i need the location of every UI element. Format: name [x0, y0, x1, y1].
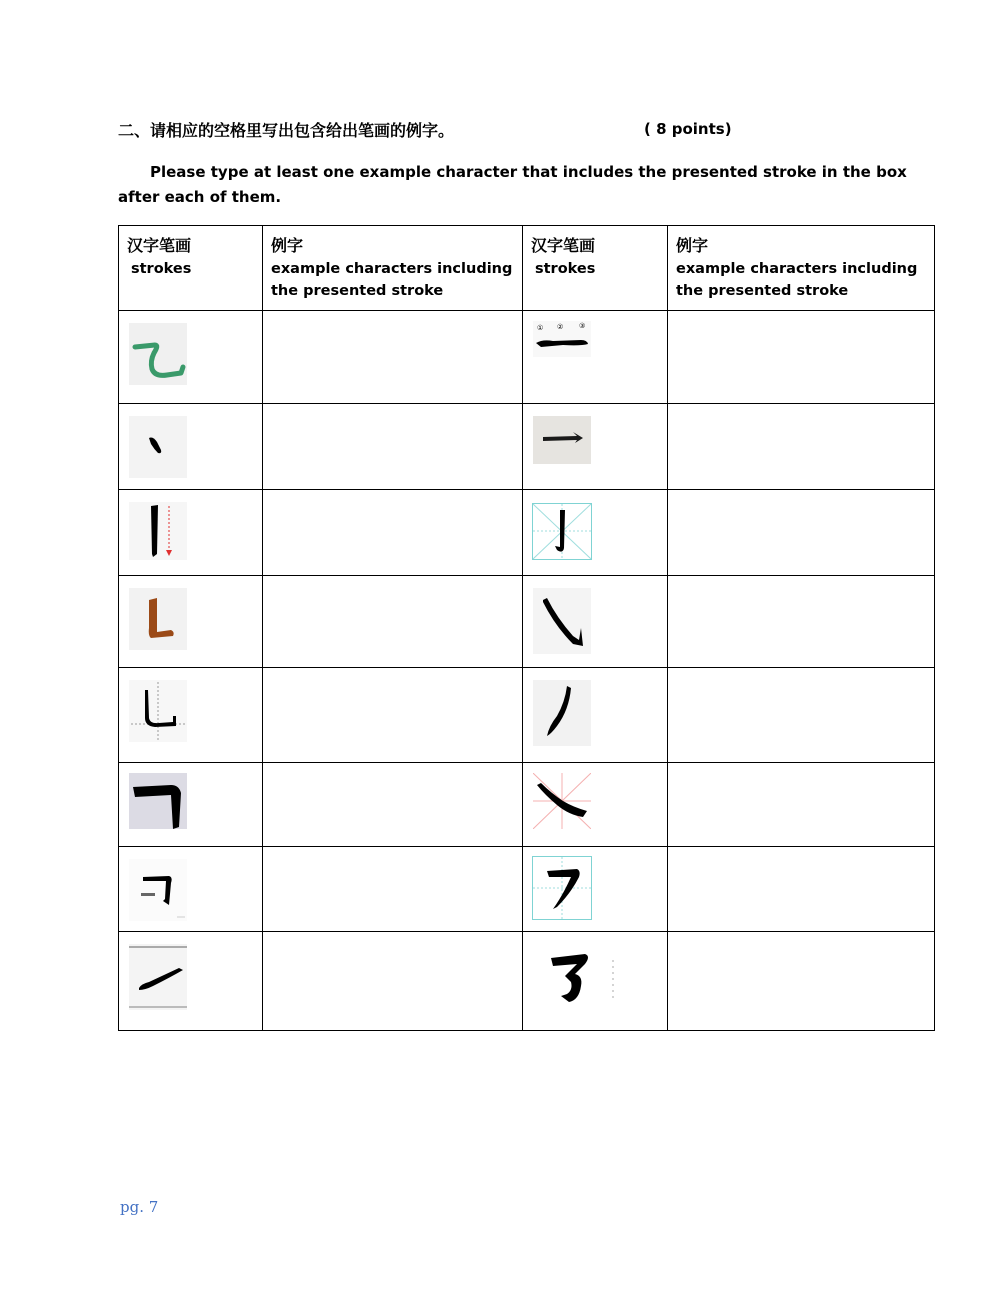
na-stroke-image [533, 773, 591, 829]
stroke-cell [523, 668, 668, 763]
xiegou-stroke-image [533, 588, 591, 654]
points-label: ( 8 points) [644, 120, 732, 138]
hengzhewangou-stroke-image [129, 323, 187, 385]
stroke-cell [119, 847, 263, 932]
svg-text:①: ① [537, 324, 544, 332]
shuzhe-stroke-image [129, 588, 187, 650]
instruction-text: Please type at least one example character that includes the presented stroke in the box after each of them. [118, 163, 907, 206]
hengpie-stroke-image [533, 857, 591, 919]
stroke-cell [523, 404, 668, 490]
hengzhe-stroke-image [129, 773, 187, 829]
table-row [119, 763, 935, 847]
hengzhegou-stroke-image [129, 859, 187, 921]
table-row [119, 932, 935, 1031]
example-answer-cell[interactable] [263, 311, 523, 404]
stroke-cell [119, 576, 263, 668]
example-answer-cell[interactable] [263, 668, 523, 763]
stroke-cell [523, 847, 668, 932]
stroke-cell [119, 311, 263, 404]
table-header-row [119, 226, 935, 311]
stroke-cell [119, 932, 263, 1031]
example-answer-cell[interactable] [668, 404, 935, 490]
example-answer-cell[interactable] [263, 404, 523, 490]
stroke-cell [523, 490, 668, 576]
header-strokes-left: 汉字笔画 strokes [119, 226, 263, 311]
example-answer-cell[interactable] [668, 490, 935, 576]
svg-text:③: ③ [579, 322, 586, 330]
example-answer-cell[interactable] [263, 847, 523, 932]
exercise-title: 二、请相应的空格里写出包含给出笔画的例字。 [118, 121, 455, 140]
table-row [119, 404, 935, 490]
table-row [119, 668, 935, 763]
stroke-table [118, 225, 935, 1031]
header-examples-left: 例字 example characters including the presented stroke [263, 226, 523, 311]
header-strokes-right: 汉字笔画 strokes [523, 226, 668, 311]
example-answer-cell[interactable] [668, 932, 935, 1031]
example-answer-cell[interactable] [263, 763, 523, 847]
example-answer-cell[interactable] [263, 490, 523, 576]
example-answer-cell[interactable] [668, 311, 935, 404]
example-answer-cell[interactable] [668, 763, 935, 847]
ti-stroke-image [129, 944, 187, 1010]
stroke-cell [523, 763, 668, 847]
dian-stroke-image [129, 416, 187, 478]
heng-stroke-image [533, 321, 591, 357]
example-answer-cell[interactable] [668, 576, 935, 668]
table-row [119, 490, 935, 576]
svg-text:②: ② [557, 323, 564, 331]
stroke-cell [523, 311, 668, 404]
example-answer-cell[interactable] [668, 847, 935, 932]
hengzhewangou-stroke-image-2 [533, 944, 617, 1010]
stroke-cell [119, 668, 263, 763]
example-answer-cell[interactable] [668, 668, 935, 763]
header-examples-right: 例字 example characters including the presented stroke [668, 226, 935, 311]
stroke-cell [523, 576, 668, 668]
shuwan-stroke-image [129, 680, 187, 742]
stroke-cell [119, 404, 263, 490]
stroke-cell [523, 932, 668, 1031]
pie-stroke-image [533, 680, 591, 746]
table-row [119, 847, 935, 932]
table-row [119, 311, 935, 404]
table-row [119, 576, 935, 668]
heng-stroke-image-2 [533, 416, 591, 464]
shu-stroke-image [129, 502, 187, 560]
example-answer-cell[interactable] [263, 932, 523, 1031]
example-answer-cell[interactable] [263, 576, 523, 668]
page-number: pg. 7 [120, 1198, 159, 1216]
shugou-stroke-image [533, 504, 591, 559]
stroke-cell [119, 763, 263, 847]
stroke-cell [119, 490, 263, 576]
